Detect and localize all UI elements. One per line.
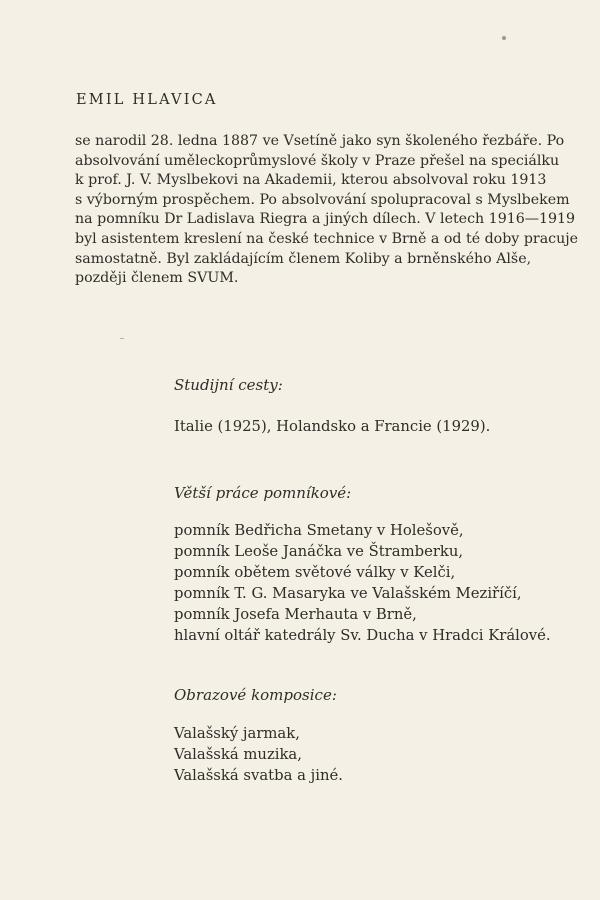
- monuments-title: Větší práce pomníkové:: [174, 484, 352, 502]
- composition-item: Valašská svatba a jiné.: [174, 767, 343, 784]
- bio-line: samostatně. Byl zakládajícím členem Koliby a brněnského Alše,: [75, 250, 532, 267]
- monuments-list: [174, 520, 551, 646]
- bio-line: k prof. J. V. Myslbekovi na Akademii, kterou absolvoval roku 1913: [75, 172, 547, 189]
- paper-speck: [502, 36, 506, 40]
- paper-mark: [120, 338, 124, 339]
- author-name: EMIL HLAVICA: [76, 92, 218, 108]
- monument-item: pomník Bedřicha Smetany v Holešově,: [174, 522, 464, 539]
- composition-item: Valašská muzika,: [174, 746, 302, 763]
- bio-line: se narodil 28. ledna 1887 ve Vsetíně jako syn školeného řezbáře. Po: [75, 133, 565, 149]
- studies-line: Italie (1925), Holandsko a Francie (1929).: [174, 418, 491, 435]
- monument-item: pomník Leoše Janáčka ve Štramberku,: [174, 543, 464, 560]
- bio-line: na pomníku Dr Ladislava Riegra a jiných dílech. V letech 1916—1919: [75, 211, 576, 228]
- monument-item: pomník obětem světové války v Kelči,: [174, 564, 456, 581]
- monument-item: pomník T. G. Masaryka ve Valašském Meziříčí,: [174, 585, 522, 602]
- biography-paragraph: [75, 132, 595, 289]
- composition-item: Valašský jarmak,: [174, 725, 300, 742]
- bio-line: byl asistentem kreslení na české technice v Brně a od té doby pracuje: [75, 230, 579, 247]
- studies-list: [174, 416, 490, 437]
- compositions-title: Obrazové komposice:: [174, 686, 337, 704]
- studies-title: Studijní cesty:: [174, 376, 283, 394]
- bio-line: s výborným prospěchem. Po absolvování spolupracoval s Myslbekem: [75, 191, 570, 208]
- compositions-list: [174, 723, 343, 786]
- bio-line: později členem SVUM.: [75, 270, 239, 287]
- bio-line: absolvování uměleckoprůmyslové školy v Praze přešel na speciálku: [75, 152, 560, 169]
- monument-item: pomník Josefa Merhauta v Brně,: [174, 606, 417, 623]
- monument-item: hlavní oltář katedrály Sv. Ducha v Hradci Králové.: [174, 627, 551, 644]
